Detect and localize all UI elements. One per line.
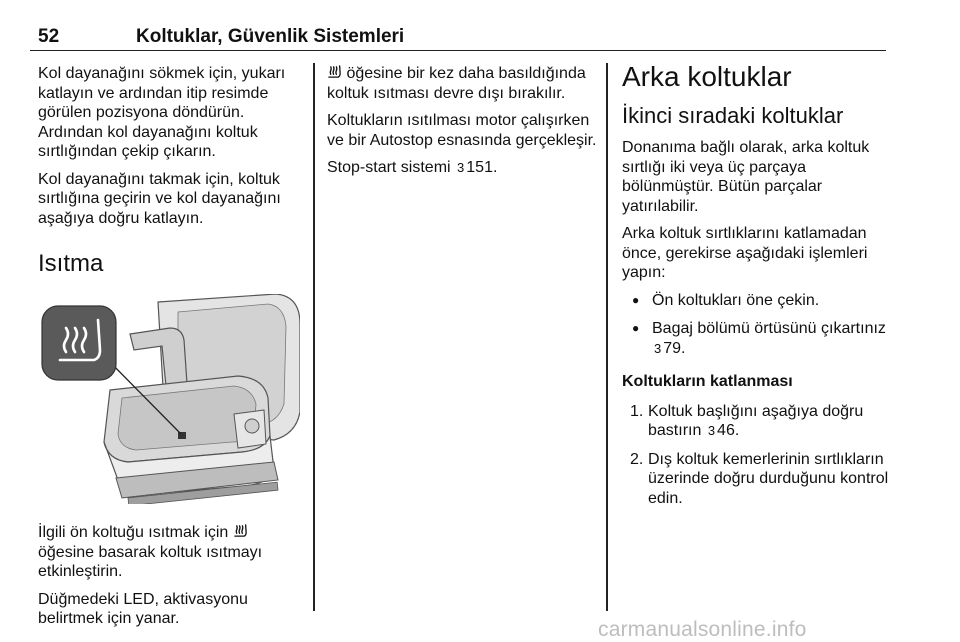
page-header (30, 24, 886, 51)
subheading-second-row: İkinci sıradaki koltuklar (622, 103, 844, 128)
chapter-title: Koltuklar, Güvenlik Sistemleri (136, 26, 405, 47)
page-number: 52 (38, 26, 60, 47)
page-reference-arrow-icon: 3 (457, 160, 465, 175)
page-reference-arrow-icon: 3 (654, 340, 662, 356)
paragraph: Stop-start sistemi 3 151. (327, 159, 498, 176)
section-heading-heating: Isıtma (38, 250, 104, 277)
paragraph: İlgili ön koltuğu ısıtmak için öğesine basarak koltuk ısıtmayı etkinleştirin. (38, 524, 263, 580)
list-item: ● Bagaj bölümü örtüsünü çıkartınız 3 79. (622, 319, 892, 358)
page-reference-arrow-icon: 3 (707, 423, 716, 438)
column-divider (606, 63, 608, 611)
seat-heater-icon (327, 64, 342, 79)
bullet-list (622, 291, 892, 359)
paragraph: Kol dayanağını sökmek için, yukarı katlayın ve ardından itip resimde görülen pozisyona döndürün. Ardından kol dayanağını koltuk sırtlığından çekip çıkarın. (38, 65, 286, 160)
list-item: ● Ön koltukları öne çekin. (622, 291, 892, 311)
column-right (622, 61, 892, 517)
list-item: 1. Koltuk başlığını aşağıya doğru bastırın 3 46. (630, 402, 864, 439)
subheading-folding: Koltukların katlanması (622, 373, 793, 390)
paragraph: Koltukların ısıtılması motor çalışırken ve bir Autostop esnasında gerçekleşir. (327, 112, 597, 149)
column-divider (313, 63, 315, 611)
page-reference-link[interactable]: 151. (466, 159, 498, 176)
paragraph: Kol dayanağını takmak için, koltuk sırtlığına geçirin ve kol dayanağını aşağıya doğru katlayın. (38, 170, 281, 227)
section-heading-rear-seats: Arka koltuklar (622, 61, 792, 92)
page-reference-link[interactable]: 46. (717, 422, 740, 439)
numbered-list (622, 402, 892, 509)
seat-heating-illustration (38, 294, 300, 504)
page-reference-link[interactable]: 79. (663, 339, 686, 357)
column-middle (327, 64, 605, 186)
paragraph: Donanıma bağlı olarak, arka koltuk sırtlığı iki veya üç parçaya bölünmüştür. Bütün parçalar yatırılabilir. (622, 139, 870, 215)
watermark: carmanualsonline.info (598, 618, 807, 641)
paragraph: Düğmedeki LED, aktivasyonu belirtmek için yanar. (38, 590, 248, 627)
column-left (38, 64, 306, 637)
list-item: 2. Dış koltuk kemerlerinin sırtlıkların üzerinde doğru durduğunu kontrol edin. (630, 450, 889, 507)
seat-heater-icon (233, 523, 248, 538)
paragraph: Arka koltuk sırtlıklarını katlamadan önce, gerekirse aşağıdaki işlemleri yapın: (622, 225, 868, 281)
paragraph: öğesine bir kez daha basıldığında koltuk ısıtması devre dışı bırakılır. (327, 65, 586, 102)
